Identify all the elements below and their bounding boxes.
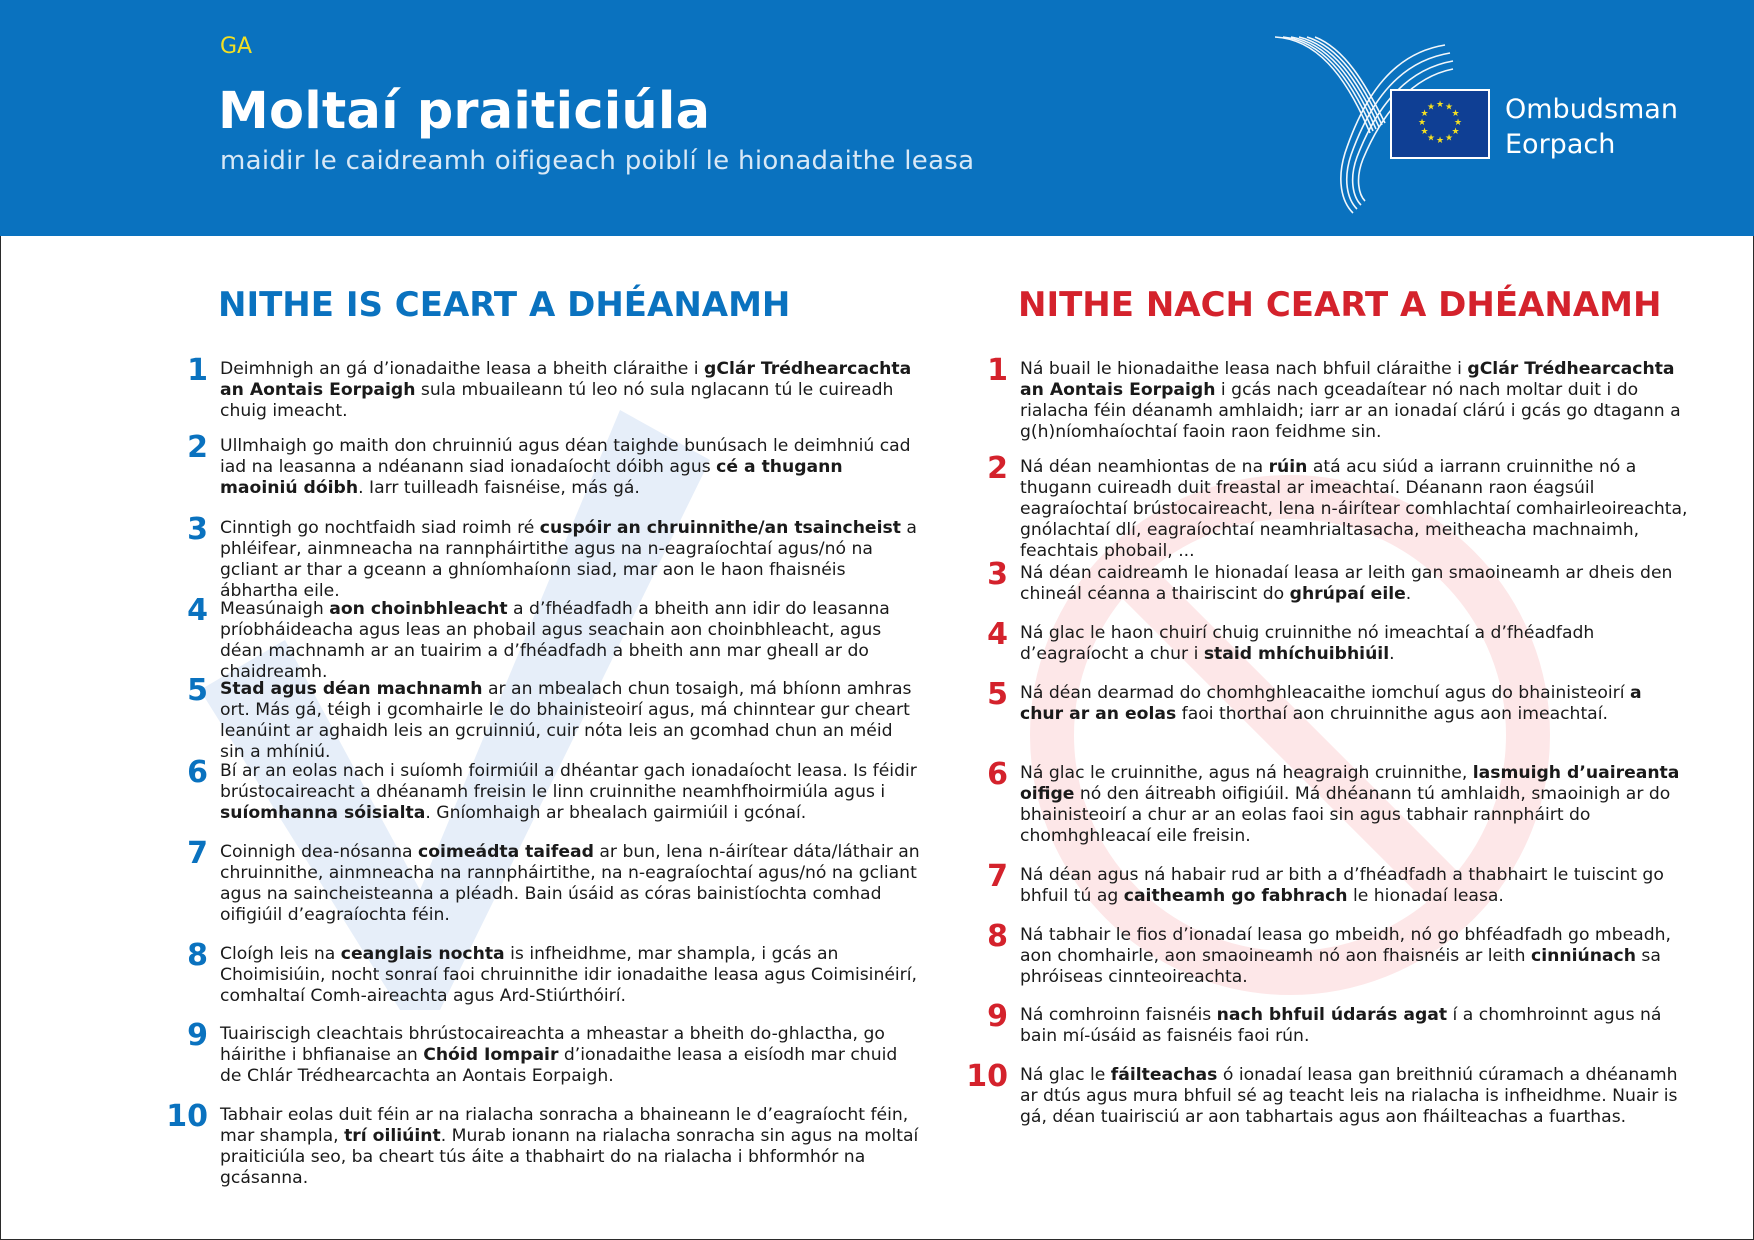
- svg-text:★: ★: [1420, 127, 1429, 137]
- item-text: [220, 599, 920, 683]
- item-text-run: Cinntigh go nochtfaidh siad roimh ré: [220, 518, 540, 538]
- svg-text:★: ★: [1451, 109, 1460, 119]
- item-text: [1020, 1065, 1690, 1128]
- item-text-emphasis: Stad agus déan machnamh: [220, 679, 483, 699]
- item-text-emphasis: Chóid Iompair: [423, 1045, 559, 1065]
- item-text-run: faoi thorthaí aon chruinnithe agus aon imeachtaí.: [1176, 704, 1608, 724]
- item-text-run: Ná déan agus ná habair rud ar bith a d’fhéadfadh a thabhairt le tuiscint go bhfuil tú ag: [1020, 865, 1664, 906]
- eu-flag-icon: [1390, 89, 1490, 159]
- eu-stars-icon: [1392, 91, 1488, 157]
- item-text-run: Ná glac le: [1020, 1065, 1111, 1085]
- item-text-run: .: [1405, 584, 1412, 604]
- item-text-emphasis: ceanglais nochta: [340, 944, 505, 964]
- item-number: 7: [187, 836, 208, 871]
- item-text-run: Ná déan caidreamh le hionadaí leasa ar leith gan smaoineamh ar dheis den chineál céanna a thairiscint do: [1020, 563, 1673, 604]
- item-text-run: í a chomhroinnt agus ná bain mí-úsáid as faisnéis faoi rún.: [1020, 1005, 1662, 1046]
- item-text: [1020, 359, 1690, 443]
- item-text-run: Ná glac le cruinnithe, agus ná heagraigh cruinnithe,: [1020, 763, 1473, 783]
- item-text: [1020, 925, 1690, 988]
- svg-text:★: ★: [1453, 118, 1463, 128]
- item-text: [220, 761, 920, 824]
- item-number: 5: [187, 673, 208, 708]
- item-text: [220, 842, 920, 926]
- item-number: 4: [987, 617, 1008, 652]
- item-number: 10: [966, 1059, 1008, 1094]
- item-text-run: ar an mbealach chun tosaigh, má bhíonn amhras ort. Más gá, téigh i gcomhairle le do bhainisteoirí agus, má chinntear gur cheart leanúint ar aghaidh leis an gcruinniú, cuir nóta leis an gcomhad chun an méid sin a mhíniú.: [220, 679, 912, 762]
- item-text-run: Ná déan neamhiontas de na: [1020, 457, 1269, 477]
- item-text-run: Ná glac le haon chuirí chuig cruinnithe nó imeachtaí a d’fhéadfadh d’eagraíocht a chur i: [1020, 623, 1595, 664]
- svg-text:★: ★: [1444, 133, 1454, 144]
- dont-section-heading: NITHE NACH CEART A DHÉANAMH: [1018, 285, 1662, 325]
- item-text-emphasis: rúin: [1268, 457, 1308, 477]
- item-text-emphasis: cinniúnach: [1531, 946, 1636, 966]
- svg-text:★: ★: [1451, 127, 1460, 137]
- organization-name-line2: Eorpach: [1505, 129, 1616, 160]
- item-text-run: Coinnigh dea-nósanna: [220, 842, 419, 862]
- item-text: [220, 1024, 920, 1087]
- item-number: 3: [187, 512, 208, 547]
- item-text-run: Ná déan dearmad do chomhghleacaithe iomchuí agus do bhainisteoirí: [1020, 683, 1630, 703]
- item-text-emphasis: gClár Trédhearcachta an Aontais Eorpaigh: [220, 359, 912, 400]
- item-text-emphasis: coimeádta taifead: [418, 842, 594, 862]
- item-text: [1020, 763, 1690, 847]
- item-number: 1: [187, 353, 208, 388]
- item-text-emphasis: trí oiliúint: [344, 1126, 441, 1146]
- item-number: 10: [166, 1099, 208, 1134]
- item-number: 9: [987, 999, 1008, 1034]
- item-text-run: Cloígh leis na: [220, 944, 341, 964]
- svg-text:★: ★: [1426, 133, 1436, 144]
- item-text: [1020, 1005, 1690, 1047]
- item-text: [220, 436, 920, 499]
- item-text-emphasis: aon choinbhleacht: [329, 599, 508, 619]
- item-text: [220, 944, 920, 1007]
- item-text-run: a phléifear, ainmneacha na rannpháirtithe agus na n-eagraíochtaí agus/nó na gcliant ar thar a gceann a ghníomhaíonn siad, mar aon le haon fhaisnéis ábhartha eile.: [220, 518, 917, 601]
- item-number: 8: [187, 938, 208, 973]
- item-text-run: Ullmhaigh go maith don chruinniú agus déan taighde bunúsach le deimhniú cad iad na leasanna a ndéanann siad ionadaíocht dóibh agus: [220, 436, 911, 477]
- item-text-emphasis: fáilteachas: [1110, 1065, 1218, 1085]
- item-number: 6: [987, 757, 1008, 792]
- item-text-run: ó ionadaí leasa gan breithniú cúramach a dhéanamh ar dtús agus mura bhfuil sé ag teacht leis na rialacha is infheidhme. Nuair is gá, déan tuairisciú ar aon tabhartais agus aon fháilteachas a fuarthas.: [1020, 1065, 1678, 1127]
- item-text: [220, 1105, 920, 1189]
- item-text-run: ar bun, lena n-áirítear dáta/láthair an chruinnithe, ainmneacha na rannpháirtithe, na n-eagraíochtaí agus/nó na gcliant agus na saincheisteanna a pléadh. Bain úsáid as córas bainistíochta comhad oifigiúil d’eagraíochta féin.: [220, 842, 920, 925]
- item-text: [1020, 865, 1690, 907]
- item-text-emphasis: nach bhfuil údarás agat: [1216, 1005, 1448, 1025]
- item-text-run: Measúnaigh: [220, 599, 330, 619]
- do-section-heading: NITHE IS CEART A DHÉANAMH: [218, 285, 791, 325]
- item-text-emphasis: suíomhanna sóisialta: [220, 803, 426, 823]
- page-title: Moltaí praiticiúla: [218, 82, 711, 141]
- item-text-run: nó den áitreabh oifigiúil. Má dhéanann tú amhlaidh, smaoinigh ar do bhainisteoirí a chur ar an eolas faoi sin agus tabhair rannpháirt do chomhghleacaí eile freisin.: [1020, 784, 1671, 846]
- item-text-run: . Murab ionann na rialacha sonracha sin agus na moltaí praiticiúla seo, ba cheart tús áite a thabhairt do na rialacha i bhformhór na gcásanna.: [220, 1126, 919, 1188]
- svg-text:★: ★: [1426, 102, 1436, 113]
- item-number: 8: [987, 919, 1008, 954]
- item-text: [220, 359, 920, 422]
- item-text-emphasis: lasmuigh d’uaireanta oifige: [1020, 763, 1680, 804]
- item-text-run: Deimhnigh an gá d’ionadaithe leasa a bheith cláraithe i: [220, 359, 705, 379]
- item-text-run: .: [1389, 644, 1395, 664]
- organization-name: [1505, 92, 1678, 162]
- item-number: 6: [187, 755, 208, 790]
- item-number: 5: [987, 677, 1008, 712]
- item-text-run: Tabhair eolas duit féin ar na rialacha sonracha a bhaineann le d’eagraíocht féin, mar shampla,: [220, 1105, 909, 1146]
- item-text: [1020, 623, 1690, 665]
- item-number: 3: [987, 557, 1008, 592]
- item-text-run: atá acu siúd a iarrann cruinnithe nó a thugann cuireadh duit freastal ar imeachtaí. Déanann raon éagsúil eagraíochtaí brústocaireacht, lena n-áirítear comhlachtaí comhairleoireachta, gnólachtaí dlí, eagraíochtaí neamhrialtasacha, meitheacha machnaimh, feachtais phobail, ...: [1020, 457, 1688, 561]
- item-number: 2: [187, 430, 208, 465]
- item-text: [220, 518, 920, 602]
- item-text-run: Ná buail le hionadaithe leasa nach bhfuil cláraithe i: [1020, 359, 1468, 379]
- item-text-emphasis: ghrúpaí eile: [1289, 584, 1406, 604]
- item-text: [1020, 457, 1690, 562]
- organization-name-line1: Ombudsman: [1505, 94, 1678, 125]
- item-text-run: d’ionadaithe leasa a eisíodh mar chuid de Chlár Trédhearcachta an Aontais Eorpaigh.: [220, 1045, 898, 1086]
- item-number: 4: [187, 593, 208, 628]
- item-number: 9: [187, 1018, 208, 1053]
- item-text-emphasis: caitheamh go fabhrach: [1123, 886, 1348, 906]
- item-text-run: is infheidhme, mar shampla, i gcás an Choimisiúin, nocht sonraí faoi chruinnithe idir ionadaithe leasa agus Coimisinéirí, comhaltaí Comh-aireachta agus Ard-Stiúrthóirí.: [220, 944, 917, 1006]
- item-text-run: i gcás nach gceadaítear nó nach moltar duit i do rialacha féin déanamh amhlaidh; iarr ar an ionadaí clárú i gcás go dtagann a g(h)níomhaíochtaí faoin raon feidhme sin.: [1020, 380, 1681, 442]
- svg-text:★: ★: [1417, 118, 1427, 128]
- item-text-run: sa phróiseas cinnteoireachta.: [1020, 946, 1661, 987]
- item-text: [1020, 683, 1690, 725]
- item-text-emphasis: a chur ar an eolas: [1020, 683, 1642, 724]
- item-text-emphasis: cuspóir an chruinnithe/an tsaincheist: [539, 518, 901, 538]
- item-text: [1020, 563, 1690, 605]
- item-text-run: sula mbuaileann tú leo nó sula nglacann tú le cuireadh chuig imeacht.: [220, 380, 894, 421]
- item-number: 7: [987, 859, 1008, 894]
- svg-text:★: ★: [1435, 136, 1445, 146]
- svg-text:★: ★: [1444, 102, 1454, 113]
- item-text-run: Bí ar an eolas nach i suíomh foirmiúil a dhéantar gach ionadaíocht leasa. Is féidir brústocaireacht a dhéanamh freisin le linn cruinnithe neamhfhoirmiúla agus i: [220, 761, 917, 802]
- page-subtitle: maidir le caidreamh oifigeach poiblí le hionadaithe leasa: [220, 146, 975, 176]
- item-text-run: a d’fhéadfadh a bheith ann idir do leasanna príobháideacha agus leas an phobail agus seachain aon choinbhleacht, agus déan machnamh ar an tuairim a d’fhéadfadh a bheith ann mar gheall ar do chaidreamh.: [220, 599, 890, 682]
- item-text-emphasis: cé a thugann maoiniú dóibh: [220, 457, 843, 498]
- item-text-run: Tuairiscigh cleachtais bhrústocaireachta a mheastar a bheith do-ghlactha, go háirithe i bhfianaise an: [220, 1024, 885, 1065]
- language-code: GA: [220, 34, 253, 59]
- item-text-emphasis: gClár Trédhearcachta an Aontais Eorpaigh: [1020, 359, 1675, 400]
- item-number: 1: [987, 353, 1008, 388]
- item-text-emphasis: staid mhíchuibhiúil: [1203, 644, 1390, 664]
- item-text-run: . Gníomhaigh ar bhealach gairmiúil i gcónaí.: [425, 803, 807, 823]
- svg-text:★: ★: [1435, 100, 1445, 110]
- item-text-run: Ná tabhair le fios d’ionadaí leasa go mbeidh, nó go bhféadfadh go mbeadh, aon chomhairle, aon smaoineamh nó aon fhaisnéis ar leith: [1020, 925, 1671, 966]
- svg-text:★: ★: [1420, 109, 1429, 119]
- header-banner: [0, 0, 1754, 236]
- item-text-run: le hionadaí leasa.: [1347, 886, 1504, 906]
- item-text-run: Ná comhroinn faisnéis: [1020, 1005, 1217, 1025]
- item-text: [220, 679, 920, 763]
- item-text-run: . Iarr tuilleadh faisnéise, más gá.: [358, 478, 640, 498]
- item-number: 2: [987, 451, 1008, 486]
